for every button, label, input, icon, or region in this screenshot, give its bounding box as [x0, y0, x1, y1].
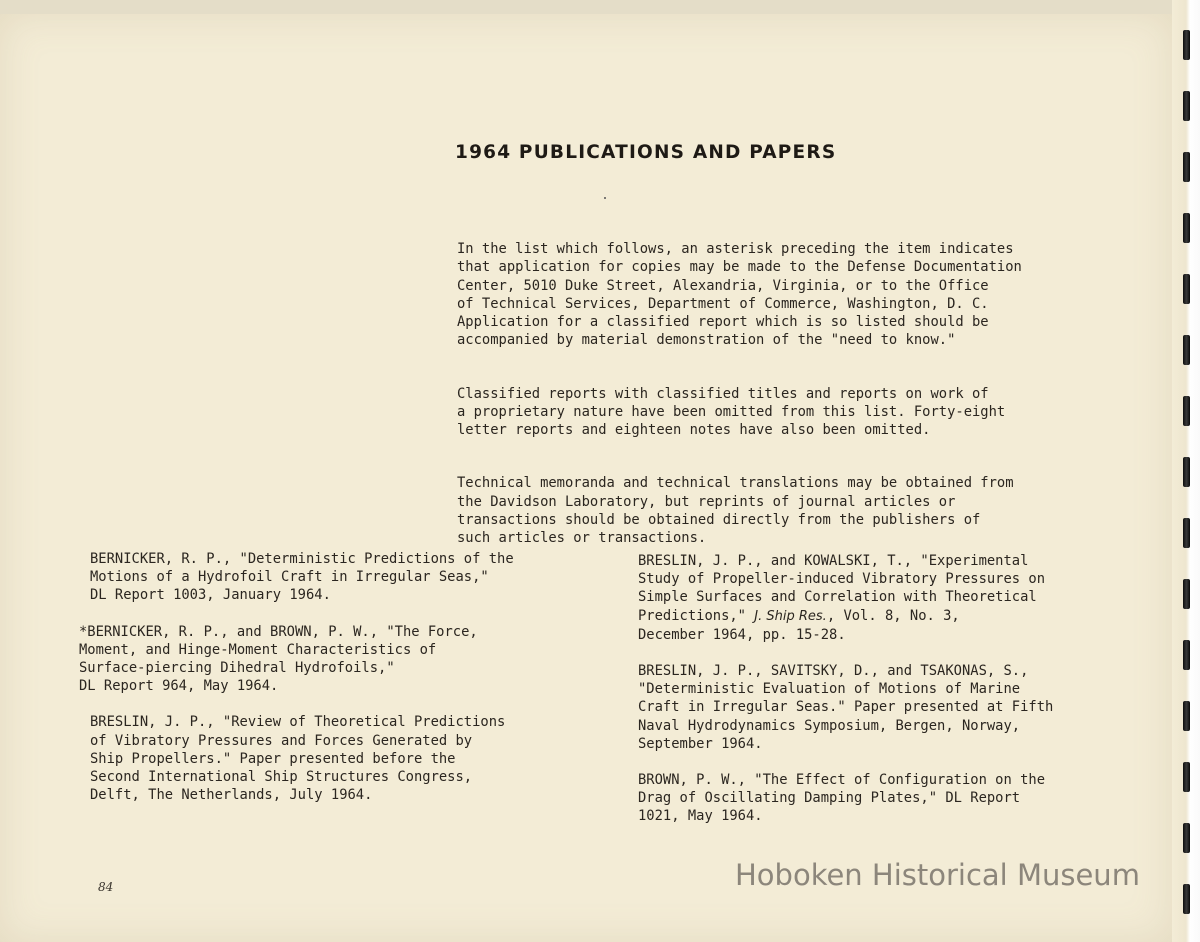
binding-ring — [1183, 457, 1190, 487]
journal-title: J. Ship Res. — [754, 608, 827, 624]
intro-paragraph: Classified reports with classified titles and reports on work of a proprietary nature have been omitted from this list. Forty-eight letter reports and eighteen notes have also been omitted. — [457, 385, 1006, 439]
binding-ring — [1183, 335, 1190, 365]
reference-text: BRESLIN, J. P., and KOWALSKI, T., "Experimental Study of Propeller-induced Vibratory Pressures on Simple Surfaces and Correlation with Theoretical Predictions," — [638, 553, 1046, 624]
intro-paragraph: In the list which follows, an asterisk preceding the item indicates that application for copies may be made to the Defense Documentation Center, 5010 Duke Street, Alexandria, Virginia, or to the Office of Technical Services, Department of Commerce, Washington, D. C. Application for a classified report which is so listed should be accompanied by material demonstration of the "need to know." — [457, 241, 1022, 349]
page-title: 1964 PUBLICATIONS AND PAPERS — [455, 142, 837, 163]
reference-item: BRESLIN, J. P., "Review of Theoretical Predictions of Vibratory Pressures and Forces Generated by Ship Propellers." Paper presented before the Second International Ship Structures Congress, Delft, The Netherlands, July 1964. — [90, 714, 506, 804]
binding-ring — [1183, 701, 1190, 731]
binding-ring — [1183, 396, 1190, 426]
binding-ring — [1183, 579, 1190, 609]
binding-ring — [1183, 213, 1190, 243]
references-right-column — [638, 552, 1158, 844]
reference-item: BERNICKER, R. P., "Deterministic Predictions of the Motions of a Hydrofoil Craft in Irregular Seas," DL Report 1003, January 1964. — [90, 551, 514, 604]
binding-ring — [1183, 823, 1190, 853]
reference-item — [638, 552, 1158, 644]
reference-text: , Vol. 8, No. 3, December 1964, pp. 15-28. — [638, 607, 960, 643]
binding-ring — [1183, 762, 1190, 792]
watermark: Hoboken Historical Museum — [735, 858, 1140, 892]
binding-ring — [1183, 274, 1190, 304]
intro-paragraph: Technical memoranda and technical translations may be obtained from the Davidson Laboratory, but reprints of journal articles or transactions should be obtained directly from the publishers of such articles or transactions. — [457, 475, 1014, 547]
references-left-column — [79, 550, 590, 822]
reference-item: *BERNICKER, R. P., and BROWN, P. W., "The Force, Moment, and Hinge-Moment Characteristics of Surface-piercing Dihedral Hydrofoils," DL Report 964, May 1964. — [79, 623, 478, 695]
reference-item: BRESLIN, J. P., SAVITSKY, D., and TSAKONAS, S., "Deterministic Evaluation of Motions of Marine Craft in Irregular Seas." Paper presented at Fifth Naval Hydrodynamics Symposium, Bergen, Norway, September 1964. — [638, 663, 1054, 752]
binding-ring — [1183, 91, 1190, 121]
binding-ring — [1183, 152, 1190, 182]
binding-ring — [1183, 518, 1190, 548]
reference-item: BROWN, P. W., "The Effect of Configuration on the Drag of Oscillating Damping Plates," DL Report 1021, May 1964. — [638, 772, 1046, 825]
binding-ring — [1183, 884, 1190, 914]
binding-ring — [1183, 30, 1190, 60]
binding-ring — [1183, 640, 1190, 670]
ink-dot — [604, 197, 606, 199]
page-number: 84 — [98, 880, 114, 894]
intro-text — [457, 222, 1097, 582]
